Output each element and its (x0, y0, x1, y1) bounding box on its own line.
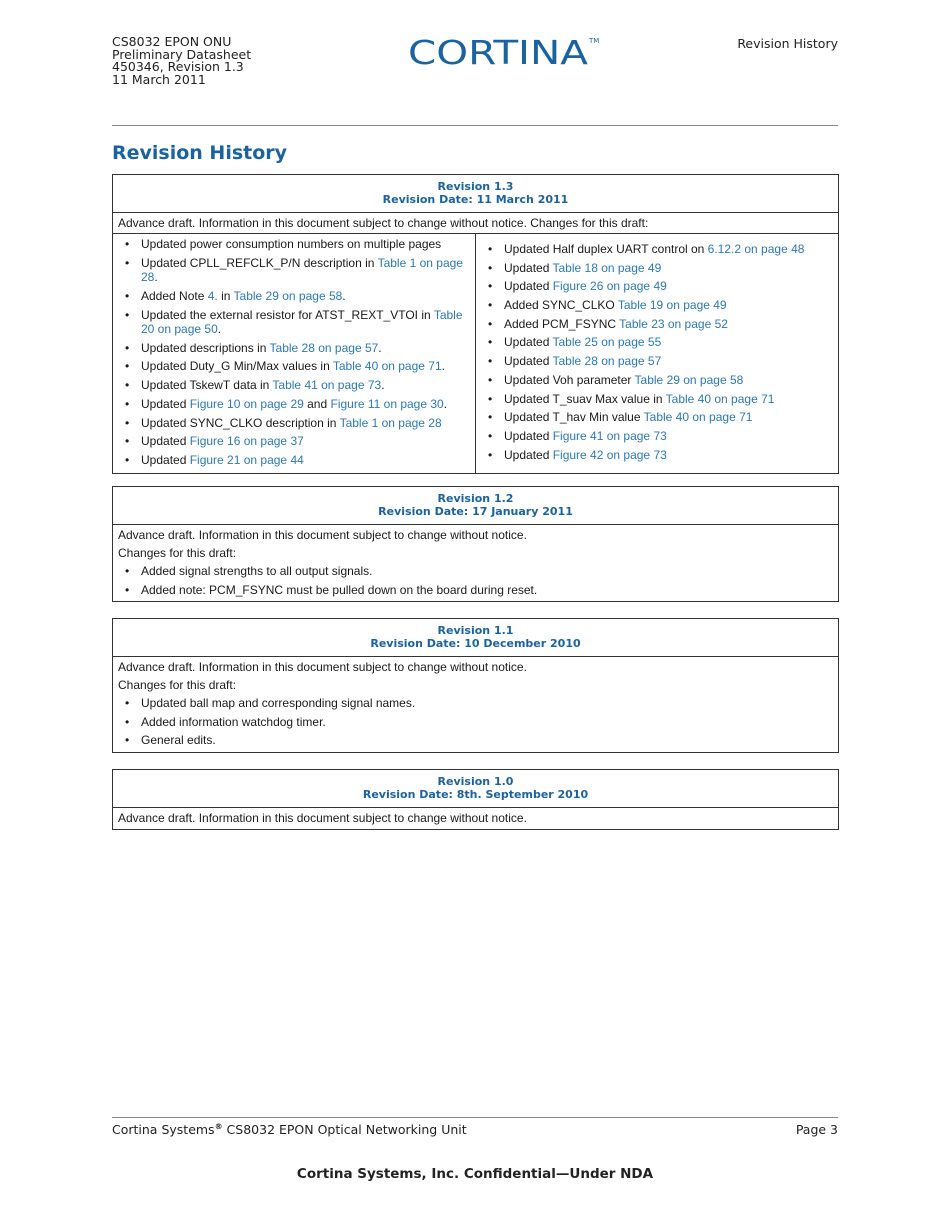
change-item: • Added information watchdog timer. (118, 715, 833, 730)
change-text: Updated TskewT data in (141, 378, 273, 393)
change-text: Updated (504, 447, 553, 462)
revision-header (113, 487, 838, 525)
change-text: . (154, 270, 158, 285)
cross-reference-link[interactable]: 4. (207, 288, 218, 303)
change-item (118, 308, 470, 337)
change-item (481, 392, 833, 407)
change-text: Added Note (141, 288, 208, 303)
doc-line-date: 11 March 2011 (112, 71, 206, 87)
footer-company: Cortina Systems (112, 1122, 215, 1137)
change-text: Updated power consumption numbers on multiple pages (141, 237, 442, 251)
change-item (481, 335, 833, 350)
revision-table-1-3 (112, 174, 839, 474)
changes-list (118, 696, 833, 748)
change-item (118, 359, 470, 374)
change-text: Added PCM_FSYNC (504, 316, 620, 331)
change-text: Updated (504, 354, 553, 369)
change-item (118, 237, 470, 252)
header-divider (112, 125, 838, 126)
change-item (481, 317, 833, 332)
change-text: . (217, 322, 222, 337)
change-text: Updated (504, 279, 553, 294)
change-text: . (381, 378, 385, 393)
change-item (481, 448, 833, 463)
change-item (118, 453, 470, 468)
change-item (481, 354, 833, 369)
page-number: Page 3 (795, 1122, 838, 1137)
change-text: Updated (141, 434, 190, 449)
change-item (481, 298, 833, 313)
change-text: Updated (504, 335, 553, 350)
cross-reference-link[interactable]: Table 1 on page 28 (339, 415, 442, 430)
change-text: Updated CPLL_REFCLK_P/N description in (141, 255, 378, 270)
change-text: . (342, 288, 346, 303)
change-item (481, 373, 833, 388)
revision-number: Revision 1.0 (437, 775, 514, 788)
cross-reference-link[interactable]: Table 40 on page 71 (643, 410, 753, 425)
revision-header (113, 770, 838, 808)
change-text: Updated descriptions in (141, 340, 270, 355)
cross-reference-link[interactable]: Figure 41 on page 73 (552, 428, 667, 443)
change-text: . (441, 359, 445, 374)
changes-right-column (476, 234, 838, 473)
revision-date: Revision Date: 8th. September 2010 (362, 788, 589, 801)
change-item: • Added signal strengths to all output signals. (118, 564, 833, 579)
change-item (481, 429, 833, 444)
revision-date: Revision Date: 17 January 2011 (378, 505, 573, 518)
change-text: in (217, 288, 234, 303)
footer-product-name: CS8032 EPON Optical Networking Unit (222, 1122, 467, 1137)
cross-reference-link[interactable]: Figure 11 on page 30 (330, 396, 444, 411)
change-text: Updated T_suav Max value in (504, 391, 666, 406)
logo-trademark: TM (589, 37, 600, 45)
revision-number: Revision 1.2 (437, 492, 514, 505)
confidential-notice: Cortina Systems, Inc. Confidential—Under NDA (296, 1166, 654, 1182)
document-info (112, 36, 251, 86)
page-title: Revision History (112, 142, 288, 164)
cortina-logo (408, 30, 598, 72)
cross-reference-link[interactable]: Figure 42 on page 73 (552, 447, 667, 462)
cross-reference-link[interactable]: Table 41 on page 73 (272, 378, 382, 393)
change-text: and (303, 396, 331, 411)
changes-left-column (113, 234, 476, 473)
revision-description: Advance draft. Information in this document subject to change without notice. (118, 528, 527, 542)
cross-reference-link[interactable]: Figure 26 on page 49 (552, 279, 667, 294)
cross-reference-link[interactable]: Table 28 on page 57 (552, 354, 662, 369)
revision-changes (113, 234, 838, 473)
change-text: Updated (504, 260, 553, 275)
cross-reference-link[interactable]: Table 40 on page 71 (665, 391, 775, 406)
change-item: • Added note: PCM_FSYNC must be pulled down on the board during reset. (118, 583, 833, 598)
change-item (118, 434, 470, 449)
change-item: • Updated ball map and corresponding signal names. (118, 696, 833, 711)
change-item (118, 416, 470, 431)
change-item (118, 341, 470, 356)
changes-label: Changes for this draft: (118, 678, 237, 692)
change-text: Updated (141, 396, 190, 411)
registered-mark: ® (214, 1122, 223, 1131)
change-text: . (443, 396, 448, 411)
footer-divider (112, 1117, 838, 1118)
cross-reference-link[interactable]: Table 20 on page 50 (141, 307, 463, 337)
revision-number: Revision 1.1 (437, 624, 514, 637)
revision-header (113, 175, 838, 213)
change-text: Updated Duty_G Min/Max values in (141, 359, 333, 374)
change-item (118, 378, 470, 393)
changes-list-right (481, 242, 833, 462)
change-text: Updated (141, 452, 190, 467)
cross-reference-link[interactable]: Table 18 on page 49 (552, 260, 662, 275)
change-item (118, 256, 470, 285)
cross-reference-link[interactable]: Table 19 on page 49 (617, 298, 727, 313)
cross-reference-link[interactable]: Figure 21 on page 44 (189, 452, 304, 467)
doc-line-product: CS8032 EPON ONU (112, 34, 232, 49)
revision-date: Revision Date: 10 December 2010 (370, 637, 581, 650)
revision-description: Advance draft. Information in this document subject to change without notice. (118, 660, 527, 674)
change-text: . (378, 340, 382, 355)
cross-reference-link[interactable]: Table 29 on page 58 (233, 288, 343, 303)
logo-wordmark: CORTINA (408, 33, 589, 72)
cross-reference-link[interactable]: Table 40 on page 71 (332, 359, 442, 374)
change-item (118, 397, 470, 412)
revision-table-1-1 (112, 618, 839, 753)
header-section-name: Revision History (737, 36, 838, 51)
change-text: Updated (504, 428, 553, 443)
doc-line-revision: 450346, Revision 1.3 (112, 59, 244, 74)
changes-label: Changes for this draft: (118, 546, 237, 560)
change-item: • General edits. (118, 733, 833, 748)
change-item (481, 279, 833, 294)
revision-number: Revision 1.3 (437, 180, 514, 193)
change-item (481, 261, 833, 276)
revision-table-1-2 (112, 486, 839, 602)
revision-description: Advance draft. Information in this document subject to change without notice. Changes for this draft: (113, 213, 838, 234)
cross-reference-link[interactable]: Table 28 on page 57 (269, 340, 379, 355)
cross-reference-link[interactable]: 6.12.2 on page 48 (707, 242, 805, 256)
cross-reference-link[interactable]: Figure 16 on page 37 (189, 434, 304, 449)
footer-product (112, 1122, 467, 1137)
cross-reference-link[interactable]: Figure 10 on page 29 (189, 396, 304, 411)
change-text: Updated Half duplex UART control on (504, 242, 708, 256)
cross-reference-link[interactable]: Table 25 on page 55 (552, 335, 662, 350)
revision-header (113, 619, 838, 657)
changes-list-left (118, 237, 470, 467)
change-text: Added SYNC_CLKO (504, 298, 618, 313)
change-text: Updated T_hav Min value (504, 410, 644, 425)
change-text: Updated SYNC_CLKO description in (141, 415, 340, 430)
revision-table-1-0 (112, 769, 839, 830)
change-text: Updated the external resistor for ATST_REXT_VTOI in (141, 307, 434, 322)
cross-reference-link[interactable]: Table 29 on page 58 (634, 372, 744, 387)
doc-line-type: Preliminary Datasheet (112, 46, 252, 62)
change-item (481, 242, 833, 257)
cross-reference-link[interactable]: Table 23 on page 52 (619, 316, 728, 331)
cross-reference-link[interactable]: Table 1 on page 28 (141, 255, 463, 285)
change-item (118, 289, 470, 304)
revision-date: Revision Date: 11 March 2011 (382, 193, 569, 206)
changes-list (118, 564, 833, 597)
revision-description: Advance draft. Information in this document subject to change without notice. (118, 811, 527, 825)
change-text: Updated Voh parameter (504, 372, 635, 387)
change-item (481, 410, 833, 425)
